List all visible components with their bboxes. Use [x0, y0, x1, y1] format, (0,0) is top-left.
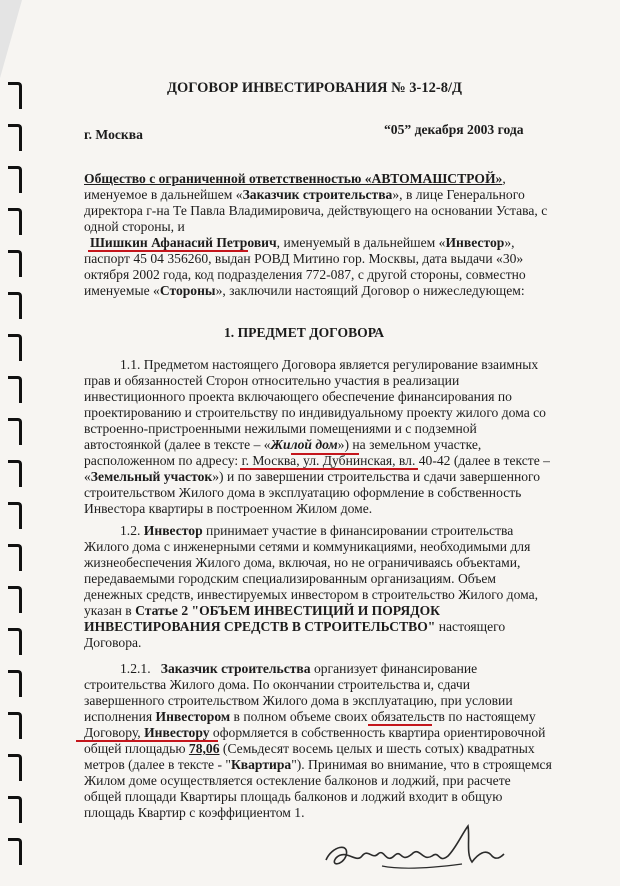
intro-line: именуемые «Стороны», заключили настоящий Договор о нижеследующем:	[84, 283, 525, 298]
clause-1-1-line: расположенном по адресу: г. Москва, ул. Дубнинская, вл. 40-42 (далее в тексте –	[84, 453, 550, 468]
binder-mark	[8, 250, 22, 277]
clause-1-1-line: проектированию и строительству по индивидуальному проекту жилого дома со	[84, 405, 546, 420]
section-heading: 1. ПРЕДМЕТ ДОГОВОРА	[224, 325, 385, 340]
clause-1-2-1-line: строительства Жилого дома. По окончании строительства и, сдачи	[84, 677, 470, 692]
clause-1-2-1-line: завершенного строительством Жилого дома в эксплуатацию, при условии	[84, 693, 513, 708]
intro-line: октября 2002 года, код подразделения 772-087, с другой стороны, совместно	[84, 267, 526, 282]
clause-1-2-1-line: общей площадью 78,06 (Семьдесят восемь целых и шесть сотых) квадратных	[84, 741, 535, 756]
clause-1-1-line: автостоянкой (далее в тексте – «Жилой дом») на земельном участке,	[84, 437, 482, 452]
clause-1-2-line: Жилого дома с инженерными сетями и коммуникациями, необходимыми для	[84, 539, 531, 554]
intro-line: одной стороны, и	[84, 219, 185, 234]
binder-mark	[8, 586, 22, 613]
binder-mark	[8, 460, 22, 487]
binder-mark	[8, 670, 22, 697]
clause-1-2-1-line: исполнения Инвестором в полном объеме своих обязательств по настоящему	[84, 709, 536, 724]
binder-mark	[8, 754, 22, 781]
clause-1-1-line: 1.1. Предметом настоящего Договора является регулирование взаимных	[120, 357, 539, 372]
binder-mark	[8, 418, 22, 445]
intro-line: Шишкин Афанасий Петрович, именуемый в дальнейшем «Инвестор»,	[90, 235, 515, 250]
clause-1-2-1-line: Договору, Инвестору оформляется в собственность квартира ориентировочной	[84, 725, 546, 740]
handwritten-signature	[322, 820, 508, 880]
clause-1-2-line: денежных средств, инвестируемых инвестором в строительство Жилого дома,	[84, 587, 539, 602]
contract-city: г. Москва	[84, 127, 143, 142]
intro-line: именуемое в дальнейшем «Заказчик строительства», в лице Генерального	[84, 187, 525, 202]
clause-1-1-line: встроенно-пристроенными нежилыми помещениями и с подземной	[84, 421, 477, 436]
binder-mark	[8, 502, 22, 529]
clause-1-2-1-line: площадь Квартир с коэффициентом 1.	[84, 805, 305, 820]
clause-1-2-line: указан в Статье 2 "ОБЪЕМ ИНВЕСТИЦИЙ И ПОРЯДОК	[84, 603, 441, 618]
intro-line: паспорт 45 04 356260, выдан РОВД Митино гор. Москвы, дата выдачи «30»	[84, 251, 524, 266]
clause-1-2-line: ИНВЕСТИРОВАНИЯ СРЕДСТВ В СТРОИТЕЛЬСТВО" настоящего	[84, 619, 506, 634]
clause-1-2-line: передаваемыми городским специализированным организациям. Объем	[84, 571, 497, 586]
binder-mark	[8, 544, 22, 571]
binder-mark	[8, 166, 22, 193]
binder-mark	[8, 796, 22, 823]
binder-mark	[8, 208, 22, 235]
binder-mark	[8, 82, 22, 109]
binder-mark	[8, 376, 22, 403]
clause-1-1-line: Инвестора квартиры в построенном Жилом доме.	[84, 501, 373, 516]
clause-1-1-line: прав и обязанностей Сторон относительно участия в реализации	[84, 373, 460, 388]
binder-mark	[8, 292, 22, 319]
folded-corner	[0, 0, 22, 78]
contract-date: “05” декабря 2003 года	[384, 122, 524, 137]
intro-line: Общество с ограниченной ответственностью «АВТОМАШСТРОЙ»,	[84, 171, 506, 186]
binder-mark	[8, 712, 22, 739]
clause-1-2-line: Договора.	[84, 635, 142, 650]
intro-line: директора г-на Те Павла Владимировича, действующего на основании Устава, с	[84, 203, 548, 218]
clause-1-1-line: строительством Жилого дома в эксплуатацию оформление в собственность	[84, 485, 522, 500]
clause-1-2-1-line: общей площади Квартиры площадь балконов и лоджий входит в общую	[84, 789, 503, 804]
binder-mark	[8, 838, 22, 865]
clause-1-2-1-line: Жилом доме осуществляется остекление балконов и лоджий, при расчете	[84, 773, 511, 788]
clause-1-1-line: «Земельный участок») и по завершении строительства и сдачи завершенного	[84, 469, 541, 484]
clause-1-2-1-line: метров (далее в тексте - "Квартира"). Принимая во внимание, что в строящемся	[84, 757, 552, 772]
clause-1-2-line: жизнеобеспечения Жилого дома, включая, но не ограничиваясь объектами,	[84, 555, 521, 570]
binder-mark	[8, 334, 22, 361]
clause-1-2-line: 1.2. Инвестор принимает участие в финансировании строительства	[120, 523, 514, 538]
contract-title: ДОГОВОР ИНВЕСТИРОВАНИЯ № 3-12-8/Д	[167, 80, 462, 96]
clause-1-1-line: инвестиционного проекта включающего обеспечение финансирования по	[84, 389, 512, 404]
binder-mark	[8, 124, 22, 151]
binder-mark	[8, 628, 22, 655]
clause-1-2-1-line: 1.2.1. Заказчик строительства организует финансирование	[120, 661, 478, 676]
